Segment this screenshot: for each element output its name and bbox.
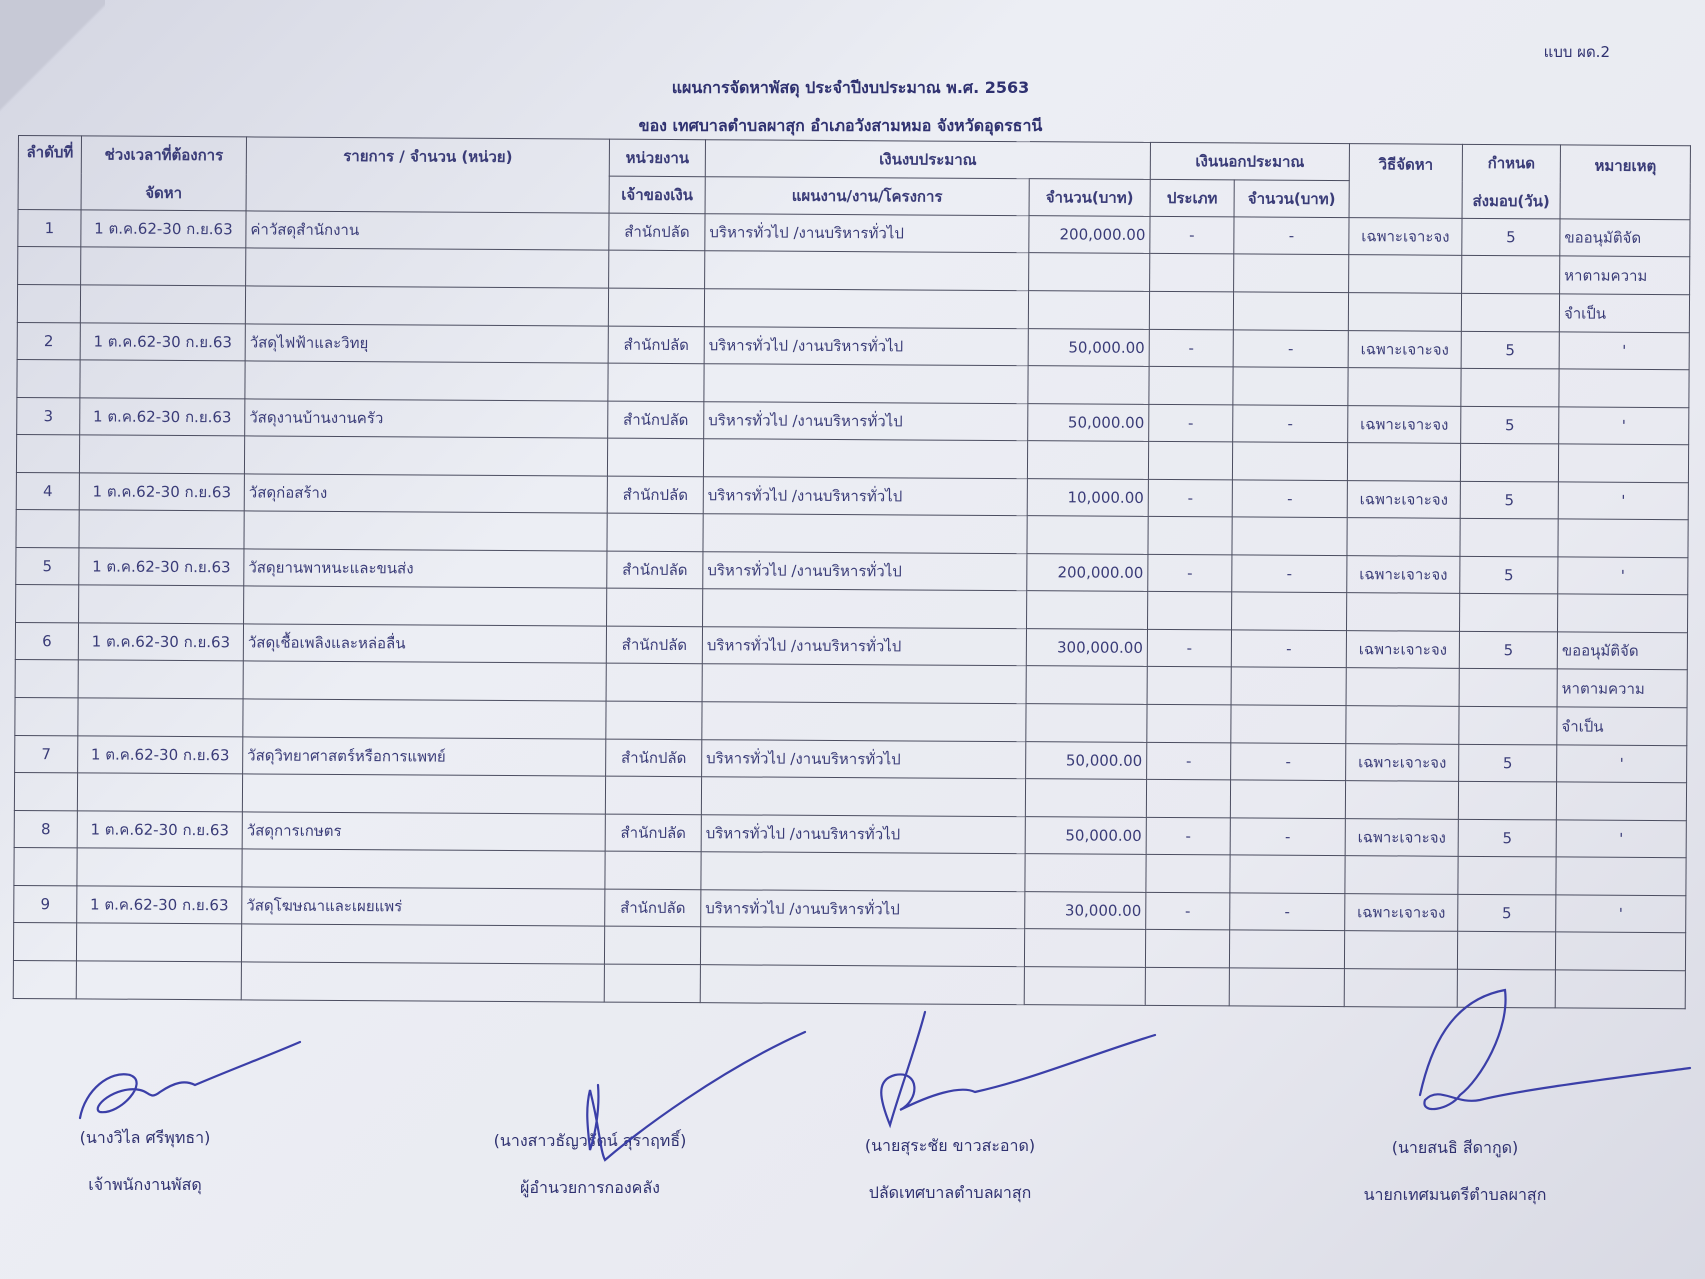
blank-cell — [246, 248, 609, 288]
blank-cell — [1024, 929, 1145, 968]
delivery-days-cell: 5 — [1458, 894, 1556, 932]
blank-cell — [1149, 291, 1233, 330]
unit-cell: สำนักปลัด — [608, 401, 704, 439]
blank-cell — [1028, 366, 1149, 405]
header-period-line1: ช่วงเวลาที่ต้องการ — [104, 145, 224, 164]
blank-cell — [14, 847, 77, 885]
blank-cell — [1555, 970, 1685, 1009]
header-budget: เงินงบประมาณ — [705, 140, 1150, 180]
blank-cell — [242, 849, 605, 889]
method-cell: เฉพาะเจาะจง — [1345, 819, 1458, 857]
delivery-days-cell: 5 — [1462, 218, 1560, 256]
blank-cell — [1344, 931, 1457, 970]
blank-cell — [1145, 967, 1229, 1006]
blank-cell — [245, 361, 608, 401]
blank-cell — [1233, 292, 1348, 331]
blank-cell — [241, 924, 604, 964]
blank-cell — [1026, 666, 1147, 705]
blank-cell — [1232, 442, 1347, 481]
blank-cell — [13, 922, 76, 960]
blank-cell — [241, 962, 604, 1002]
blank-cell — [1345, 856, 1458, 895]
type-cell: - — [1148, 554, 1232, 592]
blank-cell — [1146, 779, 1230, 818]
off-amount-cell: - — [1230, 818, 1345, 856]
method-cell: เฉพาะเจาะจง — [1349, 218, 1462, 256]
blank-cell — [606, 701, 702, 740]
blank-cell — [15, 697, 78, 735]
blank-cell — [1558, 594, 1688, 633]
item-cell: วัสดุก่อสร้าง — [244, 474, 607, 513]
remark-cell: ' — [1556, 895, 1686, 933]
blank-cell — [1348, 293, 1461, 332]
off-amount-cell: - — [1234, 217, 1349, 255]
blank-cell — [1347, 518, 1460, 557]
blank-cell — [607, 588, 703, 627]
row-number: 5 — [16, 547, 79, 584]
row-number: 4 — [16, 472, 79, 509]
plan-cell: บริหารทั่วไป /งานบริหารทั่วไป — [705, 214, 1029, 253]
blank-cell — [1344, 969, 1457, 1008]
off-amount-cell: - — [1233, 330, 1348, 368]
header-plan: แผนงาน/งาน/โครงการ — [705, 177, 1029, 216]
blank-cell — [1558, 519, 1688, 558]
blank-cell — [78, 660, 243, 699]
blank-cell — [242, 774, 605, 814]
blank-cell — [1556, 857, 1686, 896]
remark-cell: ' — [1556, 820, 1686, 858]
delivery-days-cell: 5 — [1459, 631, 1557, 669]
header-offbudget: เงินนอกประมาณ — [1150, 142, 1349, 180]
header-items: รายการ / จำนวน (หน่วย) — [246, 137, 609, 213]
period-cell: 1 ต.ค.62-30 ก.ย.63 — [78, 623, 243, 661]
blank-cell — [609, 250, 705, 289]
delivery-days-cell: 5 — [1458, 819, 1556, 857]
blank-cell — [1347, 443, 1460, 482]
blank-cell — [1462, 255, 1560, 294]
plan-cell: บริหารทั่วไป /งานบริหารทั่วไป — [703, 552, 1027, 591]
type-cell: - — [1150, 216, 1234, 254]
blank-cell — [703, 514, 1027, 554]
blank-cell — [1025, 854, 1146, 893]
blank-cell — [76, 961, 241, 1000]
blank-cell — [81, 247, 246, 286]
form-code: แบบ ผด.2 — [1543, 43, 1610, 61]
blank-cell — [17, 285, 80, 323]
table-body — [13, 210, 1690, 1009]
header-period-line2: จัดหา — [145, 183, 183, 202]
delivery-days-cell: 5 — [1461, 406, 1559, 444]
header-period — [81, 136, 246, 211]
type-cell: - — [1149, 404, 1233, 442]
blank-cell — [1345, 781, 1458, 820]
unit-cell: สำนักปลัด — [606, 626, 702, 664]
plan-cell: บริหารทั่วไป /งานบริหารทั่วไป — [702, 740, 1026, 779]
blank-cell — [1349, 255, 1462, 294]
off-amount-cell: - — [1232, 480, 1347, 518]
method-cell: เฉพาะเจาะจง — [1346, 744, 1459, 782]
item-cell: ค่าวัสดุสำนักงาน — [246, 211, 609, 250]
blank-cell — [16, 434, 79, 472]
blank-cell — [78, 698, 243, 737]
remark-cell-continued: จำเป็น — [1557, 707, 1687, 746]
off-amount-cell: - — [1231, 630, 1346, 668]
amount-cell: 10,000.00 — [1027, 479, 1148, 517]
blank-cell — [80, 360, 245, 399]
delivery-days-cell: 5 — [1459, 744, 1557, 782]
blank-cell — [243, 699, 606, 739]
method-cell: เฉพาะเจาะจง — [1348, 406, 1461, 444]
blank-cell — [79, 585, 244, 624]
blank-cell — [1460, 593, 1558, 632]
item-cell: วัสดุวิทยาศาสตร์หรือการแพทย์ — [243, 737, 606, 776]
blank-cell — [703, 589, 1027, 629]
blank-cell — [244, 511, 607, 551]
method-cell: เฉพาะเจาะจง — [1348, 331, 1461, 369]
item-cell: วัสดุเชื้อเพลิงและหล่อลื่น — [243, 624, 606, 663]
blank-cell — [1149, 366, 1233, 405]
page-corner-fold — [0, 0, 105, 120]
blank-cell — [1147, 704, 1231, 743]
blank-cell — [18, 247, 81, 285]
period-cell: 1 ต.ค.62-30 ก.ย.63 — [81, 210, 246, 248]
off-amount-cell: - — [1231, 743, 1346, 781]
blank-cell — [1230, 855, 1345, 894]
header-off-amount: จำนวน(บาท) — [1234, 180, 1349, 218]
unit-cell: สำนักปลัด — [608, 326, 704, 364]
blank-cell — [1231, 667, 1346, 706]
period-cell: 1 ต.ค.62-30 ก.ย.63 — [80, 398, 245, 436]
blank-cell — [1559, 369, 1689, 408]
type-cell: - — [1148, 479, 1232, 517]
amount-cell: 50,000.00 — [1028, 404, 1149, 442]
type-cell: - — [1146, 817, 1230, 855]
signer-position: เจ้าพนักงานพัสดุ — [88, 1175, 202, 1194]
off-amount-cell: - — [1230, 893, 1345, 931]
signer-name: (นายสุระชัย ขาวสะอาด) — [864, 1136, 1036, 1155]
blank-cell — [77, 773, 242, 812]
plan-cell: บริหารทั่วไป /งานบริหารทั่วไป — [704, 402, 1028, 441]
blank-cell — [702, 702, 1026, 742]
blank-cell — [1229, 968, 1344, 1007]
blank-cell — [1026, 704, 1147, 743]
type-cell: - — [1146, 892, 1230, 930]
unit-cell: สำนักปลัด — [607, 476, 703, 514]
blank-cell — [76, 923, 241, 962]
row-number: 7 — [15, 735, 78, 772]
amount-cell: 200,000.00 — [1029, 216, 1150, 254]
signer-position: นายกเทศมนตรีตำบลผาสุก — [1363, 1185, 1547, 1204]
row-number: 1 — [18, 210, 81, 247]
unit-cell: สำนักปลัด — [609, 213, 705, 251]
blank-cell — [1461, 293, 1559, 332]
blank-cell — [15, 659, 78, 697]
blank-cell — [17, 359, 80, 397]
document-subtitle: ของ เทศบาลตำบลผาสุก อำเภอวังสามหมอ จังหวัดอุดรธานี — [638, 116, 1043, 135]
signature-block-2 — [470, 1129, 710, 1201]
header-type: ประเภท — [1150, 179, 1234, 217]
row-number: 3 — [17, 397, 80, 434]
amount-cell: 50,000.00 — [1025, 817, 1146, 855]
blank-cell — [1457, 969, 1555, 1008]
remark-cell-continued: จำเป็น — [1559, 294, 1689, 333]
blank-cell — [1460, 443, 1558, 482]
blank-cell — [700, 965, 1024, 1005]
blank-cell — [704, 364, 1028, 404]
blank-cell — [1232, 517, 1347, 556]
plan-cell: บริหารทั่วไป /งานบริหารทั่วไป — [704, 327, 1028, 366]
blank-cell — [700, 927, 1024, 967]
document-title: แผนการจัดหาพัสดุ ประจำปีงบประมาณ พ.ศ. 2563 — [671, 78, 1030, 97]
blank-cell — [607, 438, 703, 477]
blank-cell — [604, 926, 700, 965]
blank-cell — [13, 960, 76, 998]
signer-name: (นางสาวธัญวรัตน์ สุราฤทธิ์) — [493, 1131, 687, 1150]
signature-mark-1 — [80, 1042, 300, 1118]
blank-cell — [608, 288, 704, 327]
blank-cell — [705, 251, 1029, 291]
period-cell: 1 ต.ค.62-30 ก.ย.63 — [77, 811, 242, 849]
remark-cell: ขออนุมัติจัด — [1557, 632, 1687, 670]
blank-cell — [1146, 854, 1230, 893]
item-cell: วัสดุโฆษณาและเผยแพร่ — [242, 887, 605, 926]
off-amount-cell: - — [1233, 405, 1348, 443]
blank-cell — [1458, 856, 1556, 895]
blank-cell — [244, 586, 607, 626]
row-number: 9 — [14, 885, 77, 922]
blank-cell — [245, 286, 608, 326]
type-cell: - — [1147, 629, 1231, 667]
row-number: 2 — [17, 322, 80, 359]
blank-cell — [1027, 591, 1148, 630]
delivery-days-cell: 5 — [1460, 556, 1558, 594]
blank-cell — [77, 848, 242, 887]
blank-cell — [1458, 781, 1556, 820]
blank-cell — [607, 513, 703, 552]
blank-cell — [1231, 705, 1346, 744]
amount-cell: 30,000.00 — [1025, 892, 1146, 930]
blank-cell — [703, 439, 1027, 479]
blank-cell — [1024, 967, 1145, 1006]
blank-cell — [1233, 367, 1348, 406]
unit-cell: สำนักปลัด — [605, 889, 701, 927]
method-cell: เฉพาะเจาะจง — [1346, 631, 1459, 669]
period-cell: 1 ต.ค.62-30 ก.ย.63 — [80, 323, 245, 361]
item-cell: วัสดุไฟฟ้าและวิทยุ — [245, 324, 608, 363]
remark-cell: ' — [1558, 557, 1688, 595]
signature-block-3 — [850, 1134, 1050, 1206]
period-cell: 1 ต.ค.62-30 ก.ย.63 — [78, 736, 243, 774]
blank-cell — [1145, 929, 1229, 968]
blank-cell — [1232, 592, 1347, 631]
blank-cell — [1230, 780, 1345, 819]
item-cell: วัสดุงานบ้านงานครัว — [245, 399, 608, 438]
blank-cell — [702, 664, 1026, 704]
blank-cell — [1348, 368, 1461, 407]
blank-cell — [79, 435, 244, 474]
blank-cell — [1459, 706, 1557, 745]
header-unit-line1: หน่วยงาน — [609, 139, 705, 177]
blank-cell — [244, 436, 607, 476]
unit-cell: สำนักปลัด — [605, 814, 701, 852]
plan-cell: บริหารทั่วไป /งานบริหารทั่วไป — [701, 890, 1025, 929]
signature-block-4 — [1340, 1136, 1570, 1208]
blank-cell — [16, 584, 79, 622]
item-cell: วัสดุยานพาหนะและขนส่ง — [244, 549, 607, 588]
amount-cell: 50,000.00 — [1028, 329, 1149, 367]
remark-cell: ขออนุมัติจัด — [1560, 219, 1690, 257]
period-cell: 1 ต.ค.62-30 ก.ย.63 — [79, 473, 244, 511]
blank-cell — [1558, 444, 1688, 483]
blank-cell — [608, 363, 704, 402]
blank-cell — [1029, 253, 1150, 292]
item-cell: วัสดุการเกษตร — [242, 812, 605, 851]
header-delivery — [1462, 144, 1560, 219]
blank-cell — [1027, 516, 1148, 555]
blank-cell — [1457, 931, 1555, 970]
period-cell: 1 ต.ค.62-30 ก.ย.63 — [79, 548, 244, 586]
row-number: 6 — [15, 622, 78, 659]
blank-cell — [701, 852, 1025, 892]
blank-cell — [80, 285, 245, 324]
amount-cell: 200,000.00 — [1027, 554, 1148, 592]
type-cell: - — [1147, 742, 1231, 780]
unit-cell: สำนักปลัด — [606, 739, 702, 777]
blank-cell — [1556, 782, 1686, 821]
remark-cell: ' — [1559, 332, 1689, 370]
blank-cell — [701, 777, 1025, 817]
blank-cell — [1459, 668, 1557, 707]
blank-cell — [1460, 518, 1558, 557]
method-cell: เฉพาะเจาะจง — [1345, 894, 1458, 932]
blank-cell — [1346, 706, 1459, 745]
blank-cell — [1148, 591, 1232, 630]
period-cell: 1 ต.ค.62-30 ก.ย.63 — [77, 886, 242, 924]
method-cell: เฉพาะเจาะจง — [1347, 556, 1460, 594]
method-cell: เฉพาะเจาะจง — [1347, 481, 1460, 519]
signer-position: ปลัดเทศบาลตำบลผาสุก — [868, 1183, 1032, 1202]
delivery-days-cell: 5 — [1461, 331, 1559, 369]
blank-cell — [605, 776, 701, 815]
remark-cell: ' — [1558, 482, 1688, 520]
blank-cell — [1234, 254, 1349, 293]
blank-cell — [1347, 593, 1460, 632]
blank-cell — [243, 661, 606, 701]
type-cell: - — [1149, 329, 1233, 367]
blank-cell — [1027, 441, 1148, 480]
row-number: 8 — [14, 810, 77, 847]
header-remark: หมายเหตุ — [1560, 145, 1690, 220]
remark-cell-continued: หาตามความ — [1560, 256, 1690, 295]
plan-cell: บริหารทั่วไป /งานบริหารทั่วไป — [702, 627, 1026, 666]
blank-cell — [704, 289, 1028, 329]
plan-cell: บริหารทั่วไป /งานบริหารทั่วไป — [701, 815, 1025, 854]
remark-cell: ' — [1559, 407, 1689, 445]
blank-cell — [1150, 253, 1234, 292]
blank-cell — [604, 964, 700, 1003]
signature-block-1 — [60, 1126, 230, 1198]
header-delivery-line2: ส่งมอบ(วัน) — [1472, 191, 1550, 210]
header-no: ลำดับที่ — [18, 136, 81, 210]
signer-name: (นางวิไล ศรีพุทธา) — [79, 1128, 211, 1147]
header-amount: จำนวน(บาท) — [1029, 179, 1150, 217]
header-delivery-line1: กำหนด — [1487, 153, 1536, 172]
signer-name: (นายสนธิ สีดากูด) — [1391, 1138, 1519, 1157]
blank-cell — [79, 510, 244, 549]
remark-cell-continued: หาตามความ — [1557, 669, 1687, 708]
blank-cell — [606, 663, 702, 702]
blank-cell — [1229, 930, 1344, 969]
blank-cell — [1025, 779, 1146, 818]
blank-cell — [605, 851, 701, 890]
amount-cell: 50,000.00 — [1026, 742, 1147, 780]
header-method: วิธีจัดหา — [1349, 144, 1462, 219]
unit-cell: สำนักปลัด — [607, 551, 703, 589]
remark-cell: ' — [1557, 745, 1687, 783]
blank-cell — [1346, 668, 1459, 707]
signer-position: ผู้อำนวยการกองคลัง — [520, 1178, 660, 1197]
header-unit-line2: เจ้าของเงิน — [609, 176, 705, 214]
blank-cell — [14, 772, 77, 810]
off-amount-cell: - — [1232, 555, 1347, 593]
plan-cell: บริหารทั่วไป /งานบริหารทั่วไป — [703, 477, 1027, 516]
procurement-plan-table — [13, 135, 1691, 1009]
signature-mark-3 — [881, 1012, 1155, 1125]
blank-cell — [1555, 932, 1685, 971]
blank-cell — [16, 509, 79, 547]
delivery-days-cell: 5 — [1460, 481, 1558, 519]
blank-cell — [1028, 291, 1149, 330]
amount-cell: 300,000.00 — [1026, 629, 1147, 667]
blank-cell — [1147, 666, 1231, 705]
blank-cell — [1461, 368, 1559, 407]
blank-cell — [1148, 441, 1232, 480]
blank-cell — [1148, 516, 1232, 555]
